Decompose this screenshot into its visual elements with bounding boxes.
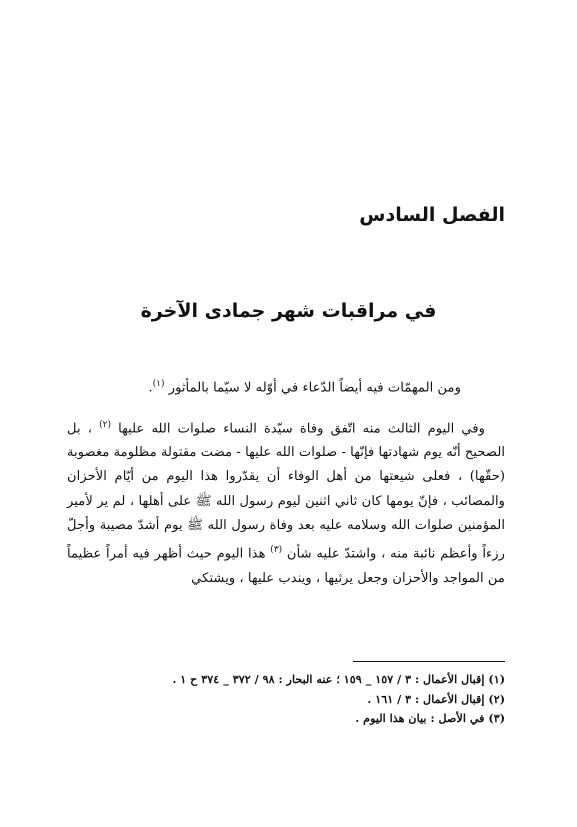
paragraph-2-text-b: ، بل الصحيح أنّه يوم شهادتها فإنّها - صلوات الله عليها - مضت مقتولة مظلومة مغصوبة (حقّها) ، فعلى شيعتها من أهل الوفاء أن يقدّروا هذا اليوم من أيّام الأحزان والمصائب ، فإنّ يومها كان ثاني اثنين ليوم رسول الله ﷺ على أهلها ، لم ير لأمير المؤمنين صلوات الله وسلامه عليه بعد وفاة رسول الله ﷺ يوم أشدّ مصيبة وأجلّ رزءاً وأعظم نائبة منه ، واشتدّ عليه شأن (66, 420, 505, 562)
main-text (67, 372, 505, 591)
chapter-heading: الفصل السادس (359, 204, 505, 226)
footnote-divider (353, 661, 505, 662)
footnote-ref-1: (١) (152, 379, 165, 389)
paragraph-2 (67, 413, 505, 591)
paragraph-2-text-c: هذا اليوم حيث أظهر فيه أمراً عظيماً من المواجد والأحزان وجعل يرثيها ، ويندب عليها ، ويشتكي (67, 546, 505, 586)
paragraph-2-text-a: وفي اليوم الثالث منه اتّفق وفاة سيّدة النساء صلوات الله عليها (118, 420, 485, 436)
footnote-3: (٣) في الأصل : بيان هذا اليوم . (355, 711, 505, 725)
paragraph-1-text: ومن المهمّات فيه أيضاً الدّعاء في أوّله لا سيّما بالمأثور (168, 380, 461, 396)
footnote-2: (٢) إقبال الأعمال : ٣ / ١٦١ . (367, 691, 505, 706)
footnote-ref-3: (٣) (270, 545, 283, 555)
footnote-1: (١) إقبال الأعمال : ٣ / ١٥٧ _ ١٥٩ ؛ عنه البحار : ٩٨ / ٣٧٢ _ ٣٧٤ ح ١ . (172, 672, 505, 686)
footnote-ref-2: (٢) (99, 419, 111, 430)
footnotes (67, 670, 505, 729)
section-heading: في مراقبات شهر جمادى الآخرة (140, 300, 437, 322)
paragraph-1: ومن المهمّات فيه أيضاً الدّعاء في أوّله لا سيّما بالمأثور $^{(١)}$. (148, 379, 461, 396)
